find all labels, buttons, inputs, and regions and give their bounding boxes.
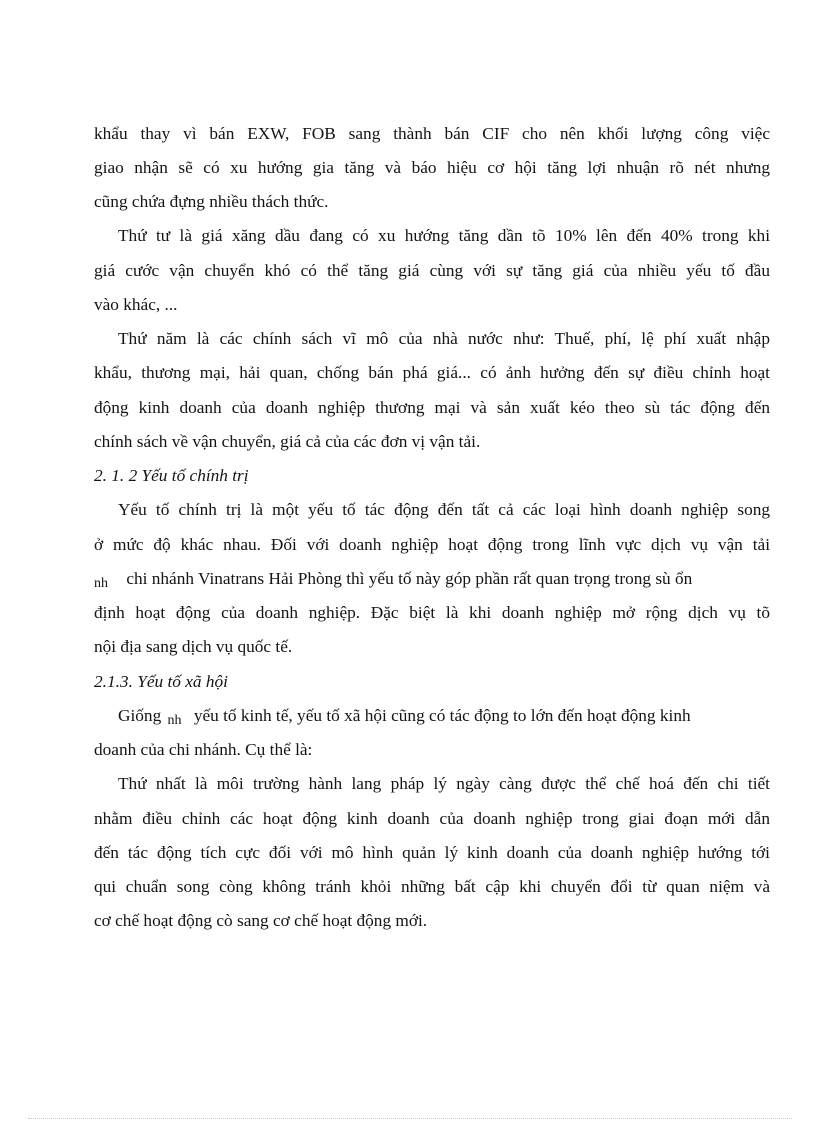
paragraph-line: Yếu tố chính trị là một yếu tố tác động đến tất cả các loại hình doanh nghiệp song xyxy=(118,500,770,519)
paragraph-line: nhằm điều chỉnh các hoạt động kinh doanh của doanh nghiệp trong giai đoạn mới dẫn xyxy=(94,809,770,828)
inline-text: yếu tố kinh tế, yếu tố xã hội cũng có tác động to lớn đến hoạt động kinh xyxy=(193,706,691,725)
paragraph-line: Thứ tư là giá xăng dầu đang có xu hướng tăng dần tõ 10% lên đến 40% trong khi xyxy=(118,226,770,245)
paragraph-line: chính sách về vận chuyển, giá cả của các đơn vị vận tải. xyxy=(94,432,481,451)
inline-text: Giống xyxy=(118,706,162,725)
paragraph-line: qui chuẩn song còng không tránh khỏi những bất cập khi chuyển đổi từ quan niệm và xyxy=(94,877,770,896)
paragraph-line: cũng chứa đựng nhiều thách thức. xyxy=(94,192,329,211)
inline-text: chi nhánh Vinatrans Hải Phòng thì yếu tố này góp phần rất quan trọng trong sù ổn xyxy=(126,569,693,588)
paragraph-line: giao nhận sẽ có xu hướng gia tăng và báo hiệu cơ hội tăng lợi nhuận rõ nét nhưng xyxy=(94,158,770,177)
paragraph-line: định hoạt động của doanh nghiệp. Đặc biệt là khi doanh nghiệp mở rộng dịch vụ tõ xyxy=(94,603,770,622)
paragraph-line: khẩu thay vì bán EXW, FOB sang thành bán CIF cho nên khối lượng công việc xyxy=(94,124,770,143)
paragraph-line: đến tác động tích cực đối với mô hình quản lý kinh doanh của doanh nghiệp hướng tới xyxy=(94,843,770,862)
paragraph-line: Thứ nhất là môi trường hành lang pháp lý ngày càng được thể chế hoá đến chi tiết xyxy=(118,774,770,793)
paragraph-line: giá cước vận chuyển khó có thể tăng giá cùng với sự tăng giá của nhiều yếu tố đầu xyxy=(94,261,770,280)
inline-fragment: nh xyxy=(94,576,108,591)
paragraph-line: doanh của chi nhánh. Cụ thể là: xyxy=(94,740,313,759)
paragraph-line: động kinh doanh của doanh nghiệp thương mại và sản xuất kéo theo sù tác động đến xyxy=(94,398,770,417)
paragraph-line: nội địa sang dịch vụ quốc tế. xyxy=(94,637,293,656)
paragraph-line: Thứ năm là các chính sách vĩ mô của nhà nước như: Thuế, phí, lệ phí xuất nhập xyxy=(118,329,770,348)
paragraph-line xyxy=(118,704,770,730)
page-bottom-divider xyxy=(28,1118,792,1119)
paragraph-line: cơ chế hoạt động cò sang cơ chế hoạt động mới. xyxy=(94,911,428,930)
section-heading: 2.1.3. Yếu tố xã hội xyxy=(94,672,228,691)
paragraph-line: ở mức độ khác nhau. Đối với doanh nghiệp hoạt động trong lĩnh vực dịch vụ vận tải xyxy=(94,535,770,554)
paragraph-line: vào khác, ... xyxy=(94,295,178,314)
paragraph-line xyxy=(94,567,770,593)
section-heading: 2. 1. 2 Yếu tố chính trị xyxy=(94,466,249,485)
paragraph-line: khẩu, thương mại, hải quan, chống bán phá giá... có ảnh hưởng đến sự điều chỉnh hoạt xyxy=(94,363,770,382)
inline-fragment: nh xyxy=(167,713,182,728)
